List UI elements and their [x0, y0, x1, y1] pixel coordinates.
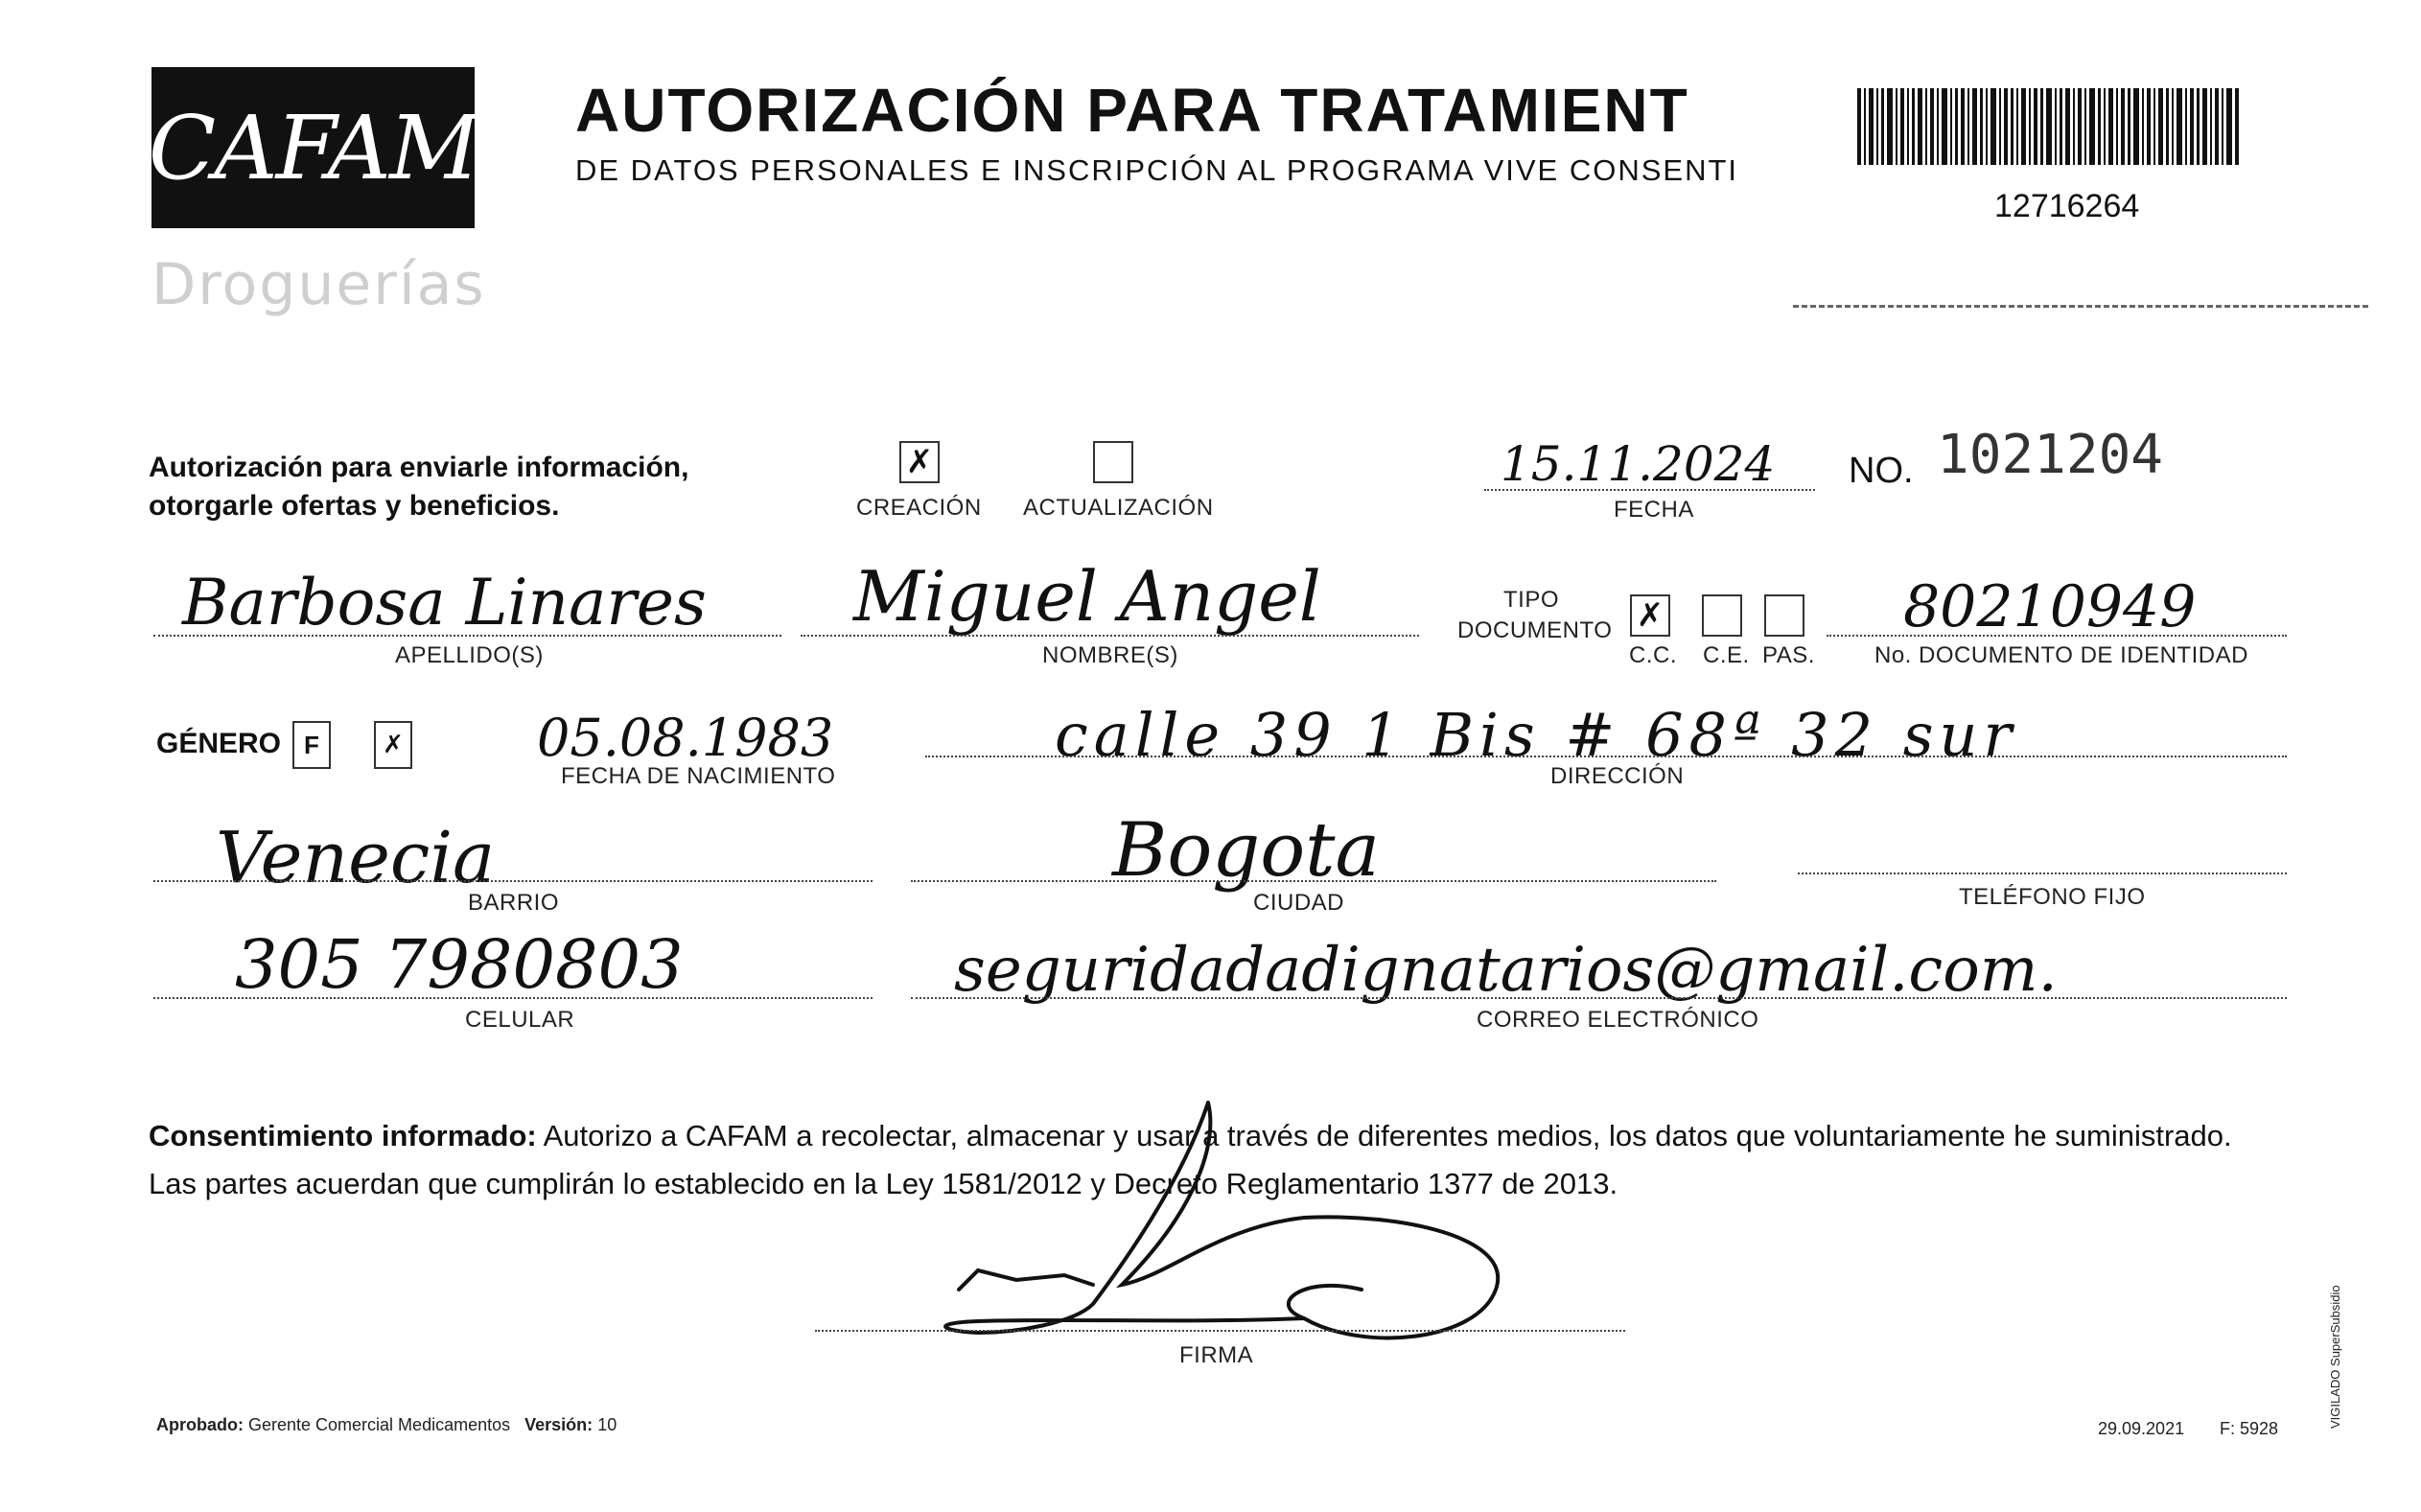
ce-label: C.E.: [1703, 642, 1750, 668]
pas-checkbox[interactable]: [1764, 594, 1804, 637]
firma-label: FIRMA: [1179, 1342, 1254, 1368]
nombres-label: NOMBRE(S): [1042, 642, 1178, 668]
genero-m-box[interactable]: ✗: [374, 721, 412, 769]
actualizacion-checkbox[interactable]: [1093, 441, 1133, 483]
nombres-value[interactable]: Miguel Angel: [853, 556, 1321, 637]
correo-label: CORREO ELECTRÓNICO: [1477, 1007, 1759, 1033]
fecha-value[interactable]: 15.11.2024: [1501, 436, 1776, 492]
celular-label: CELULAR: [465, 1007, 575, 1033]
genero-f-box[interactable]: F: [292, 721, 331, 769]
authorization-text-1: Autorización para enviarle información,: [149, 452, 689, 483]
telefono-label: TELÉFONO FIJO: [1959, 884, 2146, 910]
no-value: 1021204: [1937, 424, 2164, 486]
consent-bold: Consentimiento informado:: [149, 1119, 537, 1152]
divider: [1793, 305, 2368, 308]
documento-line: [1827, 635, 2287, 637]
cafam-logo: [148, 67, 478, 228]
apellidos-value[interactable]: Barbosa Linares: [182, 566, 707, 640]
celular-value[interactable]: 305 7980803: [235, 925, 684, 1004]
creacion-label: CREACIÓN: [856, 495, 982, 521]
genero-label: GÉNERO: [156, 728, 282, 759]
version-value: 10: [597, 1415, 617, 1434]
barrio-value[interactable]: Venecia: [216, 817, 496, 899]
document-title: AUTORIZACIÓN PARA TRATAMIENT: [575, 76, 1689, 145]
consent-line-2: Las partes acuerdan que cumplirán lo establecido en la Ley 1581/2012 y Decreto Reglamentario 1377 de 2013.: [149, 1167, 1618, 1200]
celular-line: [153, 997, 873, 999]
nacimiento-label: FECHA DE NACIMIENTO: [561, 763, 836, 789]
logo-subtitle: Droguerías: [151, 251, 486, 318]
apellidos-line: [153, 635, 781, 637]
barcode-number: 12716264: [1994, 188, 2140, 224]
ciudad-label: CIUDAD: [1253, 890, 1345, 916]
apellidos-label: APELLIDO(S): [395, 642, 544, 668]
version-label: Versión:: [524, 1415, 594, 1434]
logo-text: CAFAM: [148, 96, 478, 199]
footer-approved: [156, 1415, 617, 1435]
ciudad-line: [911, 880, 1716, 882]
document-subtitle: DE DATOS PERSONALES E INSCRIPCIÓN AL PROGRAMA VIVE CONSENTI: [575, 153, 1739, 187]
direccion-label: DIRECCIÓN: [1550, 763, 1685, 789]
actualizacion-label: ACTUALIZACIÓN: [1023, 495, 1214, 521]
telefono-line: [1798, 872, 2287, 874]
footer-code: F: 5928: [2220, 1419, 2279, 1438]
fecha-line: [1484, 489, 1815, 491]
documento-label: No. DOCUMENTO DE IDENTIDAD: [1874, 642, 2248, 668]
aprobado-label: Aprobado:: [156, 1415, 244, 1434]
cc-label: C.C.: [1629, 642, 1677, 668]
barcode: [1857, 88, 2241, 165]
creacion-checkbox[interactable]: ✗: [899, 441, 940, 483]
barrio-label: BARRIO: [468, 890, 560, 916]
cc-checkbox[interactable]: ✗: [1630, 594, 1670, 637]
direccion-value[interactable]: calle 39 1 Bis # 68ª 32 sur: [1055, 700, 2018, 770]
correo-line: [911, 997, 2287, 999]
authorization-text-2: otorgarle ofertas y beneficios.: [149, 490, 560, 522]
signature-drawing: [901, 1083, 1572, 1371]
firma-line: [815, 1330, 1625, 1332]
fecha-label: FECHA: [1614, 497, 1694, 523]
aprobado-value: Gerente Comercial Medicamentos: [248, 1415, 511, 1434]
tipo-documento-label-2: DOCUMENTO: [1457, 617, 1613, 643]
tipo-documento-label-1: TIPO: [1503, 587, 1560, 613]
ciudad-value[interactable]: Bogota: [1112, 807, 1381, 894]
no-label: NO.: [1849, 451, 1914, 491]
nacimiento-value[interactable]: 05.08.1983: [537, 708, 834, 768]
ce-checkbox[interactable]: [1702, 594, 1742, 637]
nombres-line: [801, 635, 1419, 637]
correo-value[interactable]: seguridadadignatarios@gmail.com.: [954, 935, 2058, 1006]
documento-value[interactable]: 80210949: [1903, 573, 2197, 640]
vigilado-text: VIGILADO SuperSubsidio: [2328, 1285, 2342, 1429]
direccion-line: [925, 756, 2287, 757]
footer-date: 29.09.2021: [2098, 1419, 2185, 1438]
consent-text-1: Autorizo a CAFAM a recolectar, almacenar y usar a través de diferentes medios, los datos que voluntariamente he suministrado.: [536, 1119, 2232, 1152]
barrio-line: [153, 880, 873, 882]
pas-label: PAS.: [1762, 642, 1815, 668]
